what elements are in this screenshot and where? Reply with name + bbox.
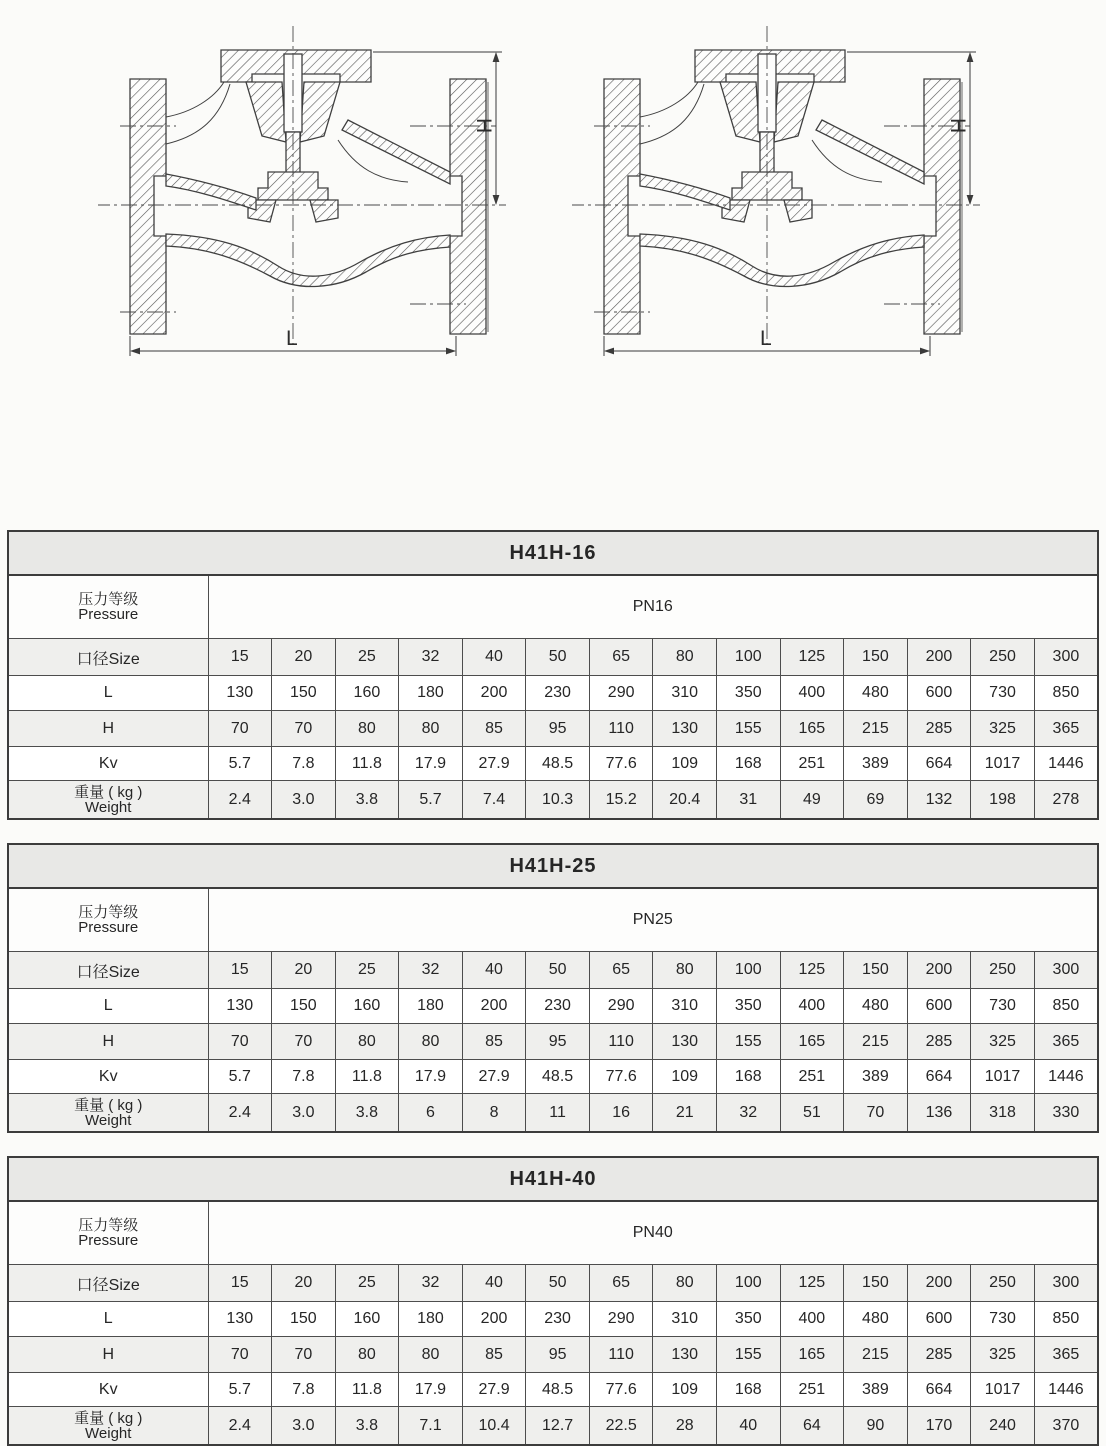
table-cell: 85 xyxy=(462,711,526,747)
valve-section-drawing-left xyxy=(98,22,528,362)
table-cell: 80 xyxy=(399,1337,463,1373)
table-cell: 400 xyxy=(780,676,844,711)
table-cell: 110 xyxy=(589,1337,653,1373)
table-cell: 1017 xyxy=(971,1373,1035,1407)
size-row-label: 口径Size xyxy=(8,1265,208,1302)
table-cell: 25 xyxy=(335,952,399,989)
table-cell: 70 xyxy=(272,1024,336,1060)
table-cell: 200 xyxy=(907,1265,971,1302)
left-flange xyxy=(130,79,166,334)
outlet-diagonal-wall xyxy=(816,120,924,184)
table-cell: 180 xyxy=(399,676,463,711)
h-row-label: H xyxy=(8,1024,208,1060)
table-cell: 300 xyxy=(1034,1265,1098,1302)
bottom-wall xyxy=(640,234,924,287)
table-cell: 70 xyxy=(844,1094,908,1133)
table-cell: 5.7 xyxy=(208,1373,272,1407)
table-cell: 3.8 xyxy=(335,1094,399,1133)
table-cell: 32 xyxy=(399,1265,463,1302)
table-cell: 850 xyxy=(1034,1302,1098,1337)
table-cell: 3.0 xyxy=(272,1094,336,1133)
table-cell: 251 xyxy=(780,1373,844,1407)
table-cell: 230 xyxy=(526,989,590,1024)
table-cell: 160 xyxy=(335,676,399,711)
table-cell: 330 xyxy=(1034,1094,1098,1133)
table-cell: 3.8 xyxy=(335,781,399,820)
table-cell: 310 xyxy=(653,1302,717,1337)
table-cell: 65 xyxy=(589,952,653,989)
table-cell: 200 xyxy=(462,676,526,711)
table-cell: 17.9 xyxy=(399,1060,463,1094)
table-cell: 240 xyxy=(971,1407,1035,1446)
table-cell: 32 xyxy=(717,1094,781,1133)
table-cell: 20 xyxy=(272,1265,336,1302)
table-cell: 5.7 xyxy=(208,747,272,781)
table-cell: 10.3 xyxy=(526,781,590,820)
table-cell: 3.8 xyxy=(335,1407,399,1446)
spec-table-h41h-16 xyxy=(7,530,1099,820)
pressure-label-cn: 压力等级 xyxy=(78,904,139,921)
table-cell: 15.2 xyxy=(589,781,653,820)
table-cell: 180 xyxy=(399,989,463,1024)
weight-label-cn: 重量 ( kg ) xyxy=(74,1409,143,1427)
l-dimension-label: L xyxy=(760,327,772,350)
table-cell: 109 xyxy=(653,1060,717,1094)
table-cell: 2.4 xyxy=(208,1094,272,1133)
table-cell: 40 xyxy=(462,1265,526,1302)
table-cell: 370 xyxy=(1034,1407,1098,1446)
table-cell: 1446 xyxy=(1034,1060,1098,1094)
table-cell: 32 xyxy=(399,952,463,989)
table-cell: 49 xyxy=(780,781,844,820)
pressure-value: PN16 xyxy=(208,575,1098,639)
table-cell: 664 xyxy=(907,1060,971,1094)
table-cell: 150 xyxy=(272,989,336,1024)
gland-right xyxy=(774,82,814,142)
table-cell: 80 xyxy=(335,711,399,747)
table-cell: 389 xyxy=(844,1060,908,1094)
table-cell: 80 xyxy=(653,1265,717,1302)
table-cell: 664 xyxy=(907,747,971,781)
l-row-label: L xyxy=(8,676,208,711)
table-cell: 480 xyxy=(844,1302,908,1337)
table-cell: 70 xyxy=(208,1024,272,1060)
weight-label-cn: 重量 ( kg ) xyxy=(74,783,143,801)
table-cell: 77.6 xyxy=(589,1060,653,1094)
outlet-diagonal-wall xyxy=(342,120,450,184)
table-cell: 5.7 xyxy=(208,1060,272,1094)
table-cell: 125 xyxy=(780,639,844,676)
size-row-label: 口径Size xyxy=(8,952,208,989)
table-cell: 130 xyxy=(208,676,272,711)
table-cell: 109 xyxy=(653,1373,717,1407)
table-cell: 600 xyxy=(907,989,971,1024)
table-cell: 480 xyxy=(844,989,908,1024)
table-cell: 215 xyxy=(844,1337,908,1373)
table-cell: 3.0 xyxy=(272,1407,336,1446)
table-cell: 160 xyxy=(335,1302,399,1337)
table-cell: 136 xyxy=(907,1094,971,1133)
bottom-wall xyxy=(166,234,450,287)
table-cell: 300 xyxy=(1034,952,1098,989)
table-cell: 850 xyxy=(1034,989,1098,1024)
table-cell: 350 xyxy=(717,1302,781,1337)
pressure-label-en: Pressure xyxy=(78,919,139,936)
table-cell: 310 xyxy=(653,676,717,711)
kv-row-label: Kv xyxy=(8,1373,208,1407)
neck-outline xyxy=(640,82,704,144)
table-cell: 100 xyxy=(717,1265,781,1302)
table-cell: 130 xyxy=(208,1302,272,1337)
table-cell: 100 xyxy=(717,952,781,989)
seat-right xyxy=(310,200,338,222)
table-cell: 215 xyxy=(844,1024,908,1060)
table-cell: 165 xyxy=(780,711,844,747)
table-cell: 325 xyxy=(971,1024,1035,1060)
table-cell: 400 xyxy=(780,989,844,1024)
table-cell: 130 xyxy=(208,989,272,1024)
table-cell: 50 xyxy=(526,639,590,676)
table-cell: 15 xyxy=(208,952,272,989)
table-cell: 40 xyxy=(462,639,526,676)
table-cell: 290 xyxy=(589,989,653,1024)
table-cell: 278 xyxy=(1034,781,1098,820)
table-cell: 70 xyxy=(208,1337,272,1373)
table-cell: 80 xyxy=(335,1337,399,1373)
table-cell: 230 xyxy=(526,1302,590,1337)
table-cell: 110 xyxy=(589,1024,653,1060)
table-cell: 109 xyxy=(653,747,717,781)
h-row-label: H xyxy=(8,711,208,747)
table-cell: 80 xyxy=(399,711,463,747)
table-cell: 25 xyxy=(335,1265,399,1302)
weight-label-en: Weight xyxy=(85,1111,132,1129)
table-cell: 11.8 xyxy=(335,747,399,781)
table-cell: 325 xyxy=(971,1337,1035,1373)
table-cell: 350 xyxy=(717,989,781,1024)
table-cell: 1017 xyxy=(971,747,1035,781)
table-cell: 77.6 xyxy=(589,747,653,781)
table-cell: 80 xyxy=(653,639,717,676)
table-cell: 730 xyxy=(971,989,1035,1024)
table-cell: 7.4 xyxy=(462,781,526,820)
table-cell: 165 xyxy=(780,1024,844,1060)
table-cell: 32 xyxy=(399,639,463,676)
table-cell: 25 xyxy=(335,639,399,676)
weight-row-label xyxy=(8,1407,208,1446)
weight-row-label xyxy=(8,781,208,820)
table-cell: 7.8 xyxy=(272,1373,336,1407)
table-cell: 70 xyxy=(272,1337,336,1373)
pressure-value: PN40 xyxy=(208,1201,1098,1265)
table-cell: 200 xyxy=(907,952,971,989)
table-cell: 389 xyxy=(844,747,908,781)
table-cell: 168 xyxy=(717,1373,781,1407)
neck-outline xyxy=(166,82,230,144)
table-cell: 95 xyxy=(526,1024,590,1060)
table-cell: 3.0 xyxy=(272,781,336,820)
table-cell: 300 xyxy=(1034,639,1098,676)
table-cell: 7.8 xyxy=(272,1060,336,1094)
table-cell: 130 xyxy=(653,1337,717,1373)
table-cell: 730 xyxy=(971,1302,1035,1337)
table-cell: 90 xyxy=(844,1407,908,1446)
table-cell: 5.7 xyxy=(399,781,463,820)
table-cell: 2.4 xyxy=(208,1407,272,1446)
l-dimension-label: L xyxy=(286,327,298,350)
table-cell: 31 xyxy=(717,781,781,820)
table-cell: 600 xyxy=(907,1302,971,1337)
table-cell: 130 xyxy=(653,1024,717,1060)
pressure-row-label xyxy=(8,1201,208,1265)
table-cell: 11.8 xyxy=(335,1060,399,1094)
pressure-row-label xyxy=(8,575,208,639)
table-cell: 1446 xyxy=(1034,1373,1098,1407)
table-cell: 230 xyxy=(526,676,590,711)
table-cell: 80 xyxy=(335,1024,399,1060)
table-cell: 85 xyxy=(462,1337,526,1373)
table-cell: 11 xyxy=(526,1094,590,1133)
spec-table-h41h-40 xyxy=(7,1156,1099,1446)
table-cell: 285 xyxy=(907,1024,971,1060)
table-cell: 168 xyxy=(717,747,781,781)
table-cell: 2.4 xyxy=(208,781,272,820)
table-cell: 77.6 xyxy=(589,1373,653,1407)
table-title: H41H-25 xyxy=(8,844,1098,888)
table-cell: 400 xyxy=(780,1302,844,1337)
table-cell: 40 xyxy=(462,952,526,989)
table-cell: 22.5 xyxy=(589,1407,653,1446)
table-cell: 165 xyxy=(780,1337,844,1373)
table-cell: 290 xyxy=(589,676,653,711)
pressure-label-cn: 压力等级 xyxy=(78,591,139,608)
table-cell: 110 xyxy=(589,711,653,747)
h-dimension-label: H xyxy=(946,118,969,134)
table-cell: 365 xyxy=(1034,1337,1098,1373)
table-cell: 65 xyxy=(589,639,653,676)
table-cell: 100 xyxy=(717,639,781,676)
table-cell: 365 xyxy=(1034,711,1098,747)
l-row-label: L xyxy=(8,989,208,1024)
table-cell: 64 xyxy=(780,1407,844,1446)
l-row-label: L xyxy=(8,1302,208,1337)
h-dimension-label: H xyxy=(472,118,495,134)
pressure-value: PN25 xyxy=(208,888,1098,952)
table-cell: 28 xyxy=(653,1407,717,1446)
table-cell: 198 xyxy=(971,781,1035,820)
pressure-label-en: Pressure xyxy=(78,606,139,623)
table-cell: 16 xyxy=(589,1094,653,1133)
table-cell: 215 xyxy=(844,711,908,747)
table-cell: 155 xyxy=(717,711,781,747)
table-cell: 7.1 xyxy=(399,1407,463,1446)
table-title: H41H-40 xyxy=(8,1157,1098,1201)
table-cell: 50 xyxy=(526,1265,590,1302)
table-cell: 7.8 xyxy=(272,747,336,781)
table-cell: 389 xyxy=(844,1373,908,1407)
kv-row-label: Kv xyxy=(8,747,208,781)
table-cell: 27.9 xyxy=(462,747,526,781)
table-cell: 850 xyxy=(1034,676,1098,711)
table-cell: 318 xyxy=(971,1094,1035,1133)
table-cell: 1446 xyxy=(1034,747,1098,781)
table-cell: 170 xyxy=(907,1407,971,1446)
pressure-label-en: Pressure xyxy=(78,1232,139,1249)
spec-table-h41h-25 xyxy=(7,843,1099,1133)
seat-right xyxy=(784,200,812,222)
table-cell: 150 xyxy=(272,676,336,711)
table-cell: 160 xyxy=(335,989,399,1024)
table-cell: 69 xyxy=(844,781,908,820)
table-cell: 20 xyxy=(272,639,336,676)
table-cell: 200 xyxy=(907,639,971,676)
table-cell: 27.9 xyxy=(462,1060,526,1094)
table-cell: 155 xyxy=(717,1337,781,1373)
table-cell: 85 xyxy=(462,1024,526,1060)
table-cell: 95 xyxy=(526,711,590,747)
gland-right xyxy=(300,82,340,142)
table-cell: 20.4 xyxy=(653,781,717,820)
table-title: H41H-16 xyxy=(8,531,1098,575)
table-cell: 600 xyxy=(907,676,971,711)
table-cell: 17.9 xyxy=(399,1373,463,1407)
table-cell: 250 xyxy=(971,639,1035,676)
table-cell: 21 xyxy=(653,1094,717,1133)
table-cell: 17.9 xyxy=(399,747,463,781)
table-cell: 50 xyxy=(526,952,590,989)
pressure-row-label xyxy=(8,888,208,952)
table-cell: 27.9 xyxy=(462,1373,526,1407)
table-cell: 200 xyxy=(462,989,526,1024)
table-cell: 130 xyxy=(653,711,717,747)
table-cell: 51 xyxy=(780,1094,844,1133)
kv-row-label: Kv xyxy=(8,1060,208,1094)
table-cell: 480 xyxy=(844,676,908,711)
table-cell: 180 xyxy=(399,1302,463,1337)
weight-label-cn: 重量 ( kg ) xyxy=(74,1096,143,1114)
left-flange xyxy=(604,79,640,334)
weight-label-en: Weight xyxy=(85,1424,132,1442)
h-row-label: H xyxy=(8,1337,208,1373)
table-cell: 310 xyxy=(653,989,717,1024)
table-cell: 200 xyxy=(462,1302,526,1337)
table-cell: 125 xyxy=(780,952,844,989)
table-cell: 80 xyxy=(399,1024,463,1060)
table-cell: 15 xyxy=(208,1265,272,1302)
table-cell: 48.5 xyxy=(526,1373,590,1407)
table-cell: 132 xyxy=(907,781,971,820)
table-cell: 150 xyxy=(844,952,908,989)
table-cell: 325 xyxy=(971,711,1035,747)
table-cell: 251 xyxy=(780,747,844,781)
table-cell: 285 xyxy=(907,711,971,747)
table-cell: 150 xyxy=(844,639,908,676)
weight-row-label xyxy=(8,1094,208,1133)
table-cell: 150 xyxy=(844,1265,908,1302)
table-cell: 70 xyxy=(272,711,336,747)
table-cell: 15 xyxy=(208,639,272,676)
table-cell: 290 xyxy=(589,1302,653,1337)
gland-left xyxy=(720,82,760,142)
table-cell: 251 xyxy=(780,1060,844,1094)
size-row-label: 口径Size xyxy=(8,639,208,676)
table-cell: 20 xyxy=(272,952,336,989)
table-cell: 70 xyxy=(208,711,272,747)
pressure-label-cn: 压力等级 xyxy=(78,1217,139,1234)
table-cell: 48.5 xyxy=(526,1060,590,1094)
table-cell: 40 xyxy=(717,1407,781,1446)
table-cell: 95 xyxy=(526,1337,590,1373)
table-cell: 6 xyxy=(399,1094,463,1133)
table-cell: 8 xyxy=(462,1094,526,1133)
table-cell: 125 xyxy=(780,1265,844,1302)
weight-label-en: Weight xyxy=(85,798,132,816)
table-cell: 80 xyxy=(653,952,717,989)
table-cell: 12.7 xyxy=(526,1407,590,1446)
table-cell: 168 xyxy=(717,1060,781,1094)
valve-section-drawing-right xyxy=(572,22,1002,362)
table-cell: 1017 xyxy=(971,1060,1035,1094)
table-cell: 250 xyxy=(971,952,1035,989)
table-cell: 250 xyxy=(971,1265,1035,1302)
table-cell: 155 xyxy=(717,1024,781,1060)
table-cell: 48.5 xyxy=(526,747,590,781)
table-cell: 365 xyxy=(1034,1024,1098,1060)
table-cell: 664 xyxy=(907,1373,971,1407)
table-cell: 730 xyxy=(971,676,1035,711)
table-cell: 10.4 xyxy=(462,1407,526,1446)
table-cell: 150 xyxy=(272,1302,336,1337)
table-cell: 11.8 xyxy=(335,1373,399,1407)
table-cell: 285 xyxy=(907,1337,971,1373)
table-cell: 65 xyxy=(589,1265,653,1302)
table-cell: 350 xyxy=(717,676,781,711)
gland-left xyxy=(246,82,286,142)
